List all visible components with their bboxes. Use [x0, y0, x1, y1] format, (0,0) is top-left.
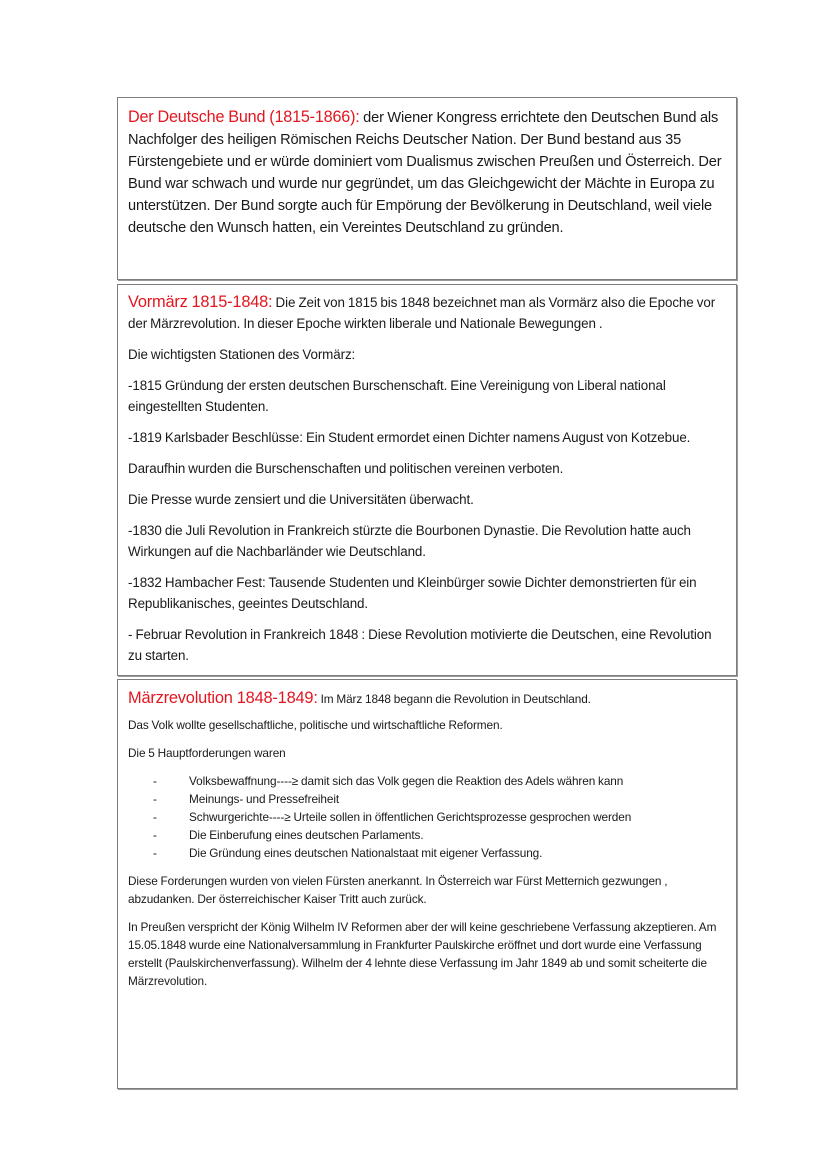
section-intro-text: Die Zeit von 1815 bis 1848 bezeichnet man als Vormärz also die Epoche vor der Märzrevolution. In dieser Epoche wirkten liberale und Nationale Bewegungen .: [128, 295, 716, 331]
paragraph-1848-februar: - Februar Revolution in Frankreich 1848 : Diese Revolution motivierte die Deutschen, eine Revolution zu starten.: [128, 627, 712, 663]
section-paragraph: [128, 687, 726, 710]
list-item: [128, 826, 726, 844]
demands-list: [128, 772, 726, 862]
dash-bullet-icon: -: [153, 774, 157, 788]
paragraph-forderungen-intro: Die 5 Hauptforderungen waren: [128, 746, 286, 760]
paragraph-1819: -1819 Karlsbader Beschlüsse: Ein Student ermordet einen Dichter namens August von Kotzebue.: [128, 430, 691, 445]
section-intro-text: der Wiener Kongress errichtete den Deutschen Bund als Nachfolger des heiligen Römischen Reichs Deutscher Nation. Der Bund bestand aus 35 Fürstengebiete und er würde dominiert vom Dualismus zwischen Preußen und Österreich. Der Bund war schwach und wurde nur gegründet, um das Gleichgewicht der Mächte in Europa zu unterstützen. Der Bund sorgte auch für Empörung der Bevölkerung in Deutschland, weil viele deutsche den Wunsch hatten, ein Vereintes Deutschland zu gründen.: [128, 110, 722, 237]
list-item: [128, 808, 726, 826]
list-item-text: Meinungs- und Pressefreiheit: [189, 792, 340, 806]
list-item: [128, 790, 726, 808]
list-item: [128, 844, 726, 862]
section-heading: Vormärz 1815-1848:: [128, 293, 273, 311]
section-vormaerz: [117, 284, 737, 676]
paragraph-stations-intro: Die wichtigsten Stationen des Vormärz:: [128, 347, 356, 362]
section-maerzrevolution: [117, 679, 737, 1089]
paragraph-anerkennung: Diese Forderungen wurden von vielen Fürsten anerkannt. In Österreich war Fürst Metternich gezwungen , abzudanken. Der österreichischer Kaiser Tritt auch zurück.: [128, 874, 668, 906]
paragraph-1830: -1830 die Juli Revolution in Frankreich stürzte die Bourbonen Dynastie. Die Revolution hatte auch Wirkungen auf die Nachbarländer wie Deutschland.: [128, 523, 691, 559]
section-paragraph: [128, 106, 726, 240]
list-item-text: Volksbewaffnung----≥ damit sich das Volk gegen die Reaktion des Adels währen kann: [189, 774, 624, 788]
paragraph-reformen: Das Volk wollte gesellschaftliche, politische und wirtschaftliche Reformen.: [128, 718, 503, 732]
list-item-text: Die Einberufung eines deutschen Parlaments.: [189, 828, 424, 842]
list-item-text: Die Gründung eines deutschen Nationalstaat mit eigener Verfassung.: [189, 846, 543, 860]
paragraph-zensur: Die Presse wurde zensiert und die Universitäten überwacht.: [128, 492, 474, 507]
section-deutscher-bund: [117, 97, 737, 280]
paragraph-1815: -1815 Gründung der ersten deutschen Burschenschaft. Eine Vereinigung von Liberal national eingestellten Studenten.: [128, 378, 666, 414]
dash-bullet-icon: -: [153, 792, 157, 806]
section-heading: Märzrevolution 1848-1849:: [128, 689, 318, 707]
dash-bullet-icon: -: [153, 846, 157, 860]
section-paragraph: [128, 292, 726, 334]
list-item-text: Schwurgerichte----≥ Urteile sollen in öffentlichen Gerichtsprozesse gesprochen werden: [189, 810, 632, 824]
paragraph-1832: -1832 Hambacher Fest: Tausende Studenten und Kleinbürger sowie Dichter demonstrierten für ein Republikanisches, geeintes Deutschland.: [128, 575, 697, 611]
list-item: [128, 772, 726, 790]
paragraph-preussen: In Preußen verspricht der König Wilhelm IV Reformen aber der will keine geschriebene Verfassung akzeptieren. Am 15.05.1848 wurde eine Nationalversammlung in Frankfurter Paulskirche eröffnet und dort wurde eine Verfassung erstellt (Paulskirchenverfassung). Wilhelm der 4 lehnte diese Verfassung im Jahr 1849 ab und somit scheiterte die Märzrevolution.: [128, 920, 717, 988]
section-intro-text: Im März 1848 begann die Revolution in Deutschland.: [317, 692, 591, 706]
dash-bullet-icon: -: [153, 810, 157, 824]
paragraph-verbote: Daraufhin wurden die Burschenschaften und politischen vereinen verboten.: [128, 461, 564, 476]
section-heading: Der Deutsche Bund (1815-1866):: [128, 108, 360, 126]
dash-bullet-icon: -: [153, 828, 157, 842]
